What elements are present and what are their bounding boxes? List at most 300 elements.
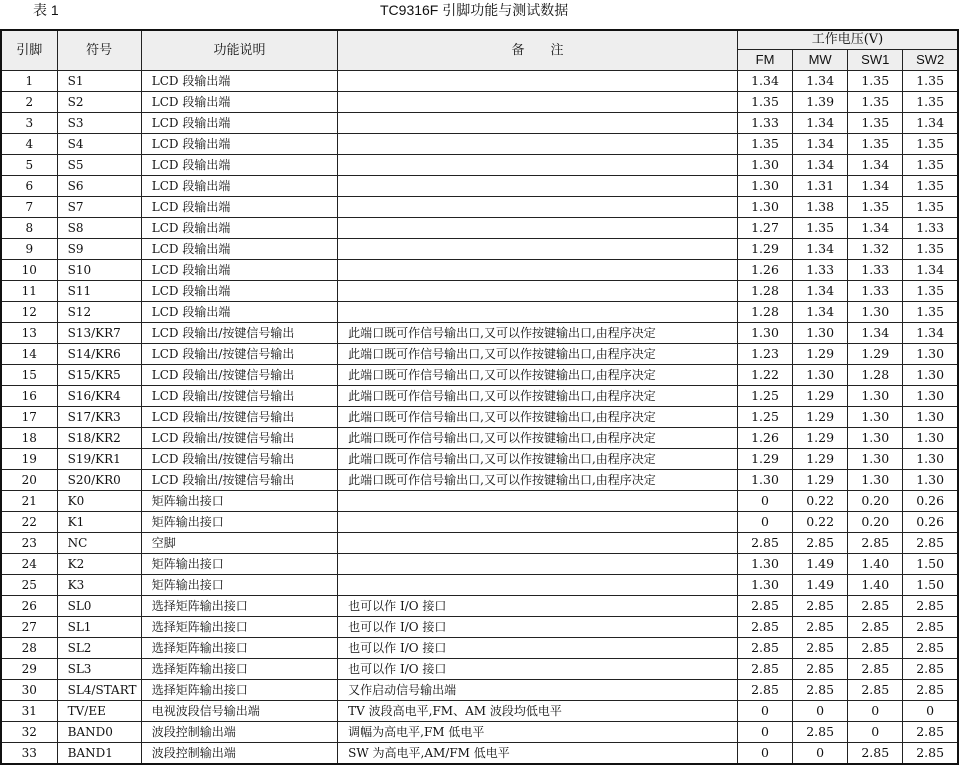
function-cell: LCD 段输出端 <box>141 155 337 176</box>
fm-voltage-cell: 1.25 <box>737 386 792 407</box>
sw2-voltage-cell: 0.26 <box>903 512 958 533</box>
pin-cell: 19 <box>1 449 57 470</box>
mw-voltage-cell: 1.29 <box>793 470 848 491</box>
sw2-voltage-cell: 1.30 <box>903 470 958 491</box>
sw1-voltage-cell: 1.30 <box>848 302 903 323</box>
fm-voltage-cell: 0 <box>737 512 792 533</box>
table-row <box>1 617 958 638</box>
sw1-voltage-cell: 2.85 <box>848 533 903 554</box>
sw2-voltage-cell: 2.85 <box>903 722 958 743</box>
sw2-voltage-cell: 1.35 <box>903 197 958 218</box>
fm-voltage-cell: 0 <box>737 701 792 722</box>
note-cell: 此端口既可作信号输出口,又可以作按键输出口,由程序决定 <box>338 323 738 344</box>
note-cell <box>338 281 738 302</box>
table-row <box>1 176 958 197</box>
header-sw2: SW2 <box>903 50 958 71</box>
note-cell <box>338 260 738 281</box>
mw-voltage-cell: 0.22 <box>793 491 848 512</box>
fm-voltage-cell: 2.85 <box>737 596 792 617</box>
mw-voltage-cell: 1.29 <box>793 428 848 449</box>
note-cell <box>338 113 738 134</box>
sw1-voltage-cell: 0.20 <box>848 512 903 533</box>
table-row <box>1 155 958 176</box>
pin-cell: 16 <box>1 386 57 407</box>
table-row <box>1 218 958 239</box>
fm-voltage-cell: 1.25 <box>737 407 792 428</box>
fm-voltage-cell: 1.30 <box>737 176 792 197</box>
function-cell: LCD 段输出/按键信号输出 <box>141 344 337 365</box>
note-cell: 也可以作 I/O 接口 <box>338 659 738 680</box>
pin-cell: 4 <box>1 134 57 155</box>
pin-cell: 29 <box>1 659 57 680</box>
note-cell <box>338 491 738 512</box>
pin-cell: 8 <box>1 218 57 239</box>
note-cell: 此端口既可作信号输出口,又可以作按键输出口,由程序决定 <box>338 470 738 491</box>
mw-voltage-cell: 0 <box>793 701 848 722</box>
sw1-voltage-cell: 2.85 <box>848 596 903 617</box>
note-cell <box>338 155 738 176</box>
function-cell: LCD 段输出端 <box>141 176 337 197</box>
fm-voltage-cell: 0 <box>737 491 792 512</box>
table-row <box>1 680 958 701</box>
table-row <box>1 407 958 428</box>
header-function: 功能说明 <box>141 30 337 71</box>
sw2-voltage-cell: 1.35 <box>903 281 958 302</box>
sw2-voltage-cell: 2.85 <box>903 596 958 617</box>
symbol-cell: K1 <box>57 512 141 533</box>
table-row <box>1 71 958 92</box>
sw2-voltage-cell: 0.26 <box>903 491 958 512</box>
symbol-cell: K2 <box>57 554 141 575</box>
note-cell <box>338 302 738 323</box>
function-cell: 波段控制输出端 <box>141 722 337 743</box>
sw2-voltage-cell: 1.50 <box>903 554 958 575</box>
symbol-cell: SL1 <box>57 617 141 638</box>
symbol-cell: S10 <box>57 260 141 281</box>
sw1-voltage-cell: 1.33 <box>848 281 903 302</box>
note-cell: 此端口既可作信号输出口,又可以作按键输出口,由程序决定 <box>338 365 738 386</box>
symbol-cell: K0 <box>57 491 141 512</box>
fm-voltage-cell: 2.85 <box>737 533 792 554</box>
sw1-voltage-cell: 1.32 <box>848 239 903 260</box>
mw-voltage-cell: 1.34 <box>793 71 848 92</box>
sw1-voltage-cell: 0.20 <box>848 491 903 512</box>
fm-voltage-cell: 1.26 <box>737 428 792 449</box>
sw1-voltage-cell: 1.33 <box>848 260 903 281</box>
sw2-voltage-cell: 1.30 <box>903 386 958 407</box>
pin-cell: 26 <box>1 596 57 617</box>
table-row <box>1 470 958 491</box>
pin-cell: 32 <box>1 722 57 743</box>
fm-voltage-cell: 2.85 <box>737 638 792 659</box>
note-cell: 此端口既可作信号输出口,又可以作按键输出口,由程序决定 <box>338 407 738 428</box>
note-cell: 也可以作 I/O 接口 <box>338 596 738 617</box>
sw1-voltage-cell: 1.30 <box>848 449 903 470</box>
table-row <box>1 449 958 470</box>
fm-voltage-cell: 1.23 <box>737 344 792 365</box>
function-cell: LCD 段输出/按键信号输出 <box>141 428 337 449</box>
note-cell <box>338 71 738 92</box>
sw2-voltage-cell: 1.33 <box>903 218 958 239</box>
function-cell: 空脚 <box>141 533 337 554</box>
pin-cell: 20 <box>1 470 57 491</box>
pin-cell: 2 <box>1 92 57 113</box>
sw2-voltage-cell: 1.35 <box>903 92 958 113</box>
pin-cell: 9 <box>1 239 57 260</box>
table-row <box>1 722 958 743</box>
note-cell <box>338 533 738 554</box>
symbol-cell: S11 <box>57 281 141 302</box>
table-row <box>1 512 958 533</box>
fm-voltage-cell: 1.30 <box>737 575 792 596</box>
function-cell: LCD 段输出/按键信号输出 <box>141 323 337 344</box>
header-mw: MW <box>793 50 848 71</box>
note-cell <box>338 134 738 155</box>
function-cell: 电视波段信号输出端 <box>141 701 337 722</box>
table-row <box>1 428 958 449</box>
mw-voltage-cell: 1.30 <box>793 365 848 386</box>
pin-cell: 28 <box>1 638 57 659</box>
function-cell: LCD 段输出端 <box>141 281 337 302</box>
sw1-voltage-cell: 1.40 <box>848 554 903 575</box>
pin-cell: 1 <box>1 71 57 92</box>
fm-voltage-cell: 1.34 <box>737 71 792 92</box>
table-title: TC9316F 引脚功能与测试数据 <box>380 2 569 18</box>
symbol-cell: S16/KR4 <box>57 386 141 407</box>
pin-cell: 11 <box>1 281 57 302</box>
mw-voltage-cell: 2.85 <box>793 638 848 659</box>
pin-cell: 22 <box>1 512 57 533</box>
symbol-cell: BAND0 <box>57 722 141 743</box>
sw1-voltage-cell: 1.29 <box>848 344 903 365</box>
pin-cell: 30 <box>1 680 57 701</box>
table-row <box>1 638 958 659</box>
sw1-voltage-cell: 1.35 <box>848 113 903 134</box>
fm-voltage-cell: 0 <box>737 722 792 743</box>
function-cell: LCD 段输出端 <box>141 71 337 92</box>
table-row <box>1 575 958 596</box>
fm-voltage-cell: 1.35 <box>737 134 792 155</box>
function-cell: LCD 段输出端 <box>141 218 337 239</box>
sw1-voltage-cell: 0 <box>848 722 903 743</box>
function-cell: LCD 段输出/按键信号输出 <box>141 449 337 470</box>
fm-voltage-cell: 2.85 <box>737 680 792 701</box>
note-cell <box>338 197 738 218</box>
symbol-cell: S4 <box>57 134 141 155</box>
mw-voltage-cell: 0 <box>793 743 848 765</box>
table-row <box>1 134 958 155</box>
header-voltage-group: 工作电压(V) <box>737 30 958 50</box>
sw2-voltage-cell: 0 <box>903 701 958 722</box>
sw2-voltage-cell: 1.35 <box>903 71 958 92</box>
sw2-voltage-cell: 1.30 <box>903 407 958 428</box>
sw1-voltage-cell: 2.85 <box>848 638 903 659</box>
table-row <box>1 197 958 218</box>
fm-voltage-cell: 1.30 <box>737 197 792 218</box>
symbol-cell: S20/KR0 <box>57 470 141 491</box>
sw1-voltage-cell: 1.28 <box>848 365 903 386</box>
symbol-cell: S3 <box>57 113 141 134</box>
note-cell: 此端口既可作信号输出口,又可以作按键输出口,由程序决定 <box>338 428 738 449</box>
sw1-voltage-cell: 1.35 <box>848 92 903 113</box>
note-cell: TV 波段高电平,FM、AM 波段均低电平 <box>338 701 738 722</box>
pin-cell: 23 <box>1 533 57 554</box>
symbol-cell: K3 <box>57 575 141 596</box>
fm-voltage-cell: 1.30 <box>737 554 792 575</box>
mw-voltage-cell: 1.49 <box>793 575 848 596</box>
function-cell: 选择矩阵输出接口 <box>141 617 337 638</box>
sw2-voltage-cell: 1.35 <box>903 155 958 176</box>
note-cell: 此端口既可作信号输出口,又可以作按键输出口,由程序决定 <box>338 386 738 407</box>
fm-voltage-cell: 1.28 <box>737 302 792 323</box>
pin-cell: 10 <box>1 260 57 281</box>
sw1-voltage-cell: 1.30 <box>848 428 903 449</box>
symbol-cell: S15/KR5 <box>57 365 141 386</box>
pin-cell: 3 <box>1 113 57 134</box>
mw-voltage-cell: 1.29 <box>793 386 848 407</box>
pin-cell: 24 <box>1 554 57 575</box>
mw-voltage-cell: 1.30 <box>793 323 848 344</box>
note-cell <box>338 512 738 533</box>
symbol-cell: TV/EE <box>57 701 141 722</box>
function-cell: 矩阵输出接口 <box>141 554 337 575</box>
fm-voltage-cell: 1.30 <box>737 470 792 491</box>
pin-cell: 6 <box>1 176 57 197</box>
fm-voltage-cell: 1.28 <box>737 281 792 302</box>
mw-voltage-cell: 1.34 <box>793 239 848 260</box>
table-row <box>1 239 958 260</box>
function-cell: 选择矩阵输出接口 <box>141 596 337 617</box>
mw-voltage-cell: 1.29 <box>793 407 848 428</box>
header-sw1: SW1 <box>848 50 903 71</box>
sw2-voltage-cell: 1.30 <box>903 428 958 449</box>
table-row <box>1 323 958 344</box>
sw2-voltage-cell: 2.85 <box>903 638 958 659</box>
pin-cell: 21 <box>1 491 57 512</box>
sw2-voltage-cell: 1.30 <box>903 449 958 470</box>
symbol-cell: NC <box>57 533 141 554</box>
table-body <box>1 71 958 765</box>
mw-voltage-cell: 2.85 <box>793 596 848 617</box>
mw-voltage-cell: 1.34 <box>793 155 848 176</box>
symbol-cell: SL3 <box>57 659 141 680</box>
table-row <box>1 302 958 323</box>
pin-cell: 18 <box>1 428 57 449</box>
function-cell: LCD 段输出/按键信号输出 <box>141 365 337 386</box>
sw2-voltage-cell: 2.85 <box>903 680 958 701</box>
sw2-voltage-cell: 2.85 <box>903 617 958 638</box>
table-row <box>1 659 958 680</box>
fm-voltage-cell: 1.29 <box>737 449 792 470</box>
sw2-voltage-cell: 1.30 <box>903 365 958 386</box>
fm-voltage-cell: 1.30 <box>737 155 792 176</box>
fm-voltage-cell: 2.85 <box>737 617 792 638</box>
pin-cell: 7 <box>1 197 57 218</box>
sw2-voltage-cell: 1.30 <box>903 344 958 365</box>
sw1-voltage-cell: 1.34 <box>848 176 903 197</box>
mw-voltage-cell: 1.38 <box>793 197 848 218</box>
mw-voltage-cell: 2.85 <box>793 617 848 638</box>
function-cell: 矩阵输出接口 <box>141 575 337 596</box>
note-cell: SW 为高电平,AM/FM 低电平 <box>338 743 738 765</box>
fm-voltage-cell: 1.33 <box>737 113 792 134</box>
table-row <box>1 281 958 302</box>
symbol-cell: S1 <box>57 71 141 92</box>
sw1-voltage-cell: 2.85 <box>848 743 903 765</box>
table-row <box>1 344 958 365</box>
function-cell: 矩阵输出接口 <box>141 491 337 512</box>
symbol-cell: SL2 <box>57 638 141 659</box>
mw-voltage-cell: 2.85 <box>793 722 848 743</box>
fm-voltage-cell: 1.35 <box>737 92 792 113</box>
note-cell: 又作启动信号输出端 <box>338 680 738 701</box>
sw2-voltage-cell: 2.85 <box>903 533 958 554</box>
note-cell: 此端口既可作信号输出口,又可以作按键输出口,由程序决定 <box>338 344 738 365</box>
function-cell: 选择矩阵输出接口 <box>141 638 337 659</box>
mw-voltage-cell: 1.29 <box>793 344 848 365</box>
sw1-voltage-cell: 1.35 <box>848 134 903 155</box>
mw-voltage-cell: 1.33 <box>793 260 848 281</box>
sw1-voltage-cell: 0 <box>848 701 903 722</box>
note-cell: 调幅为高电平,FM 低电平 <box>338 722 738 743</box>
symbol-cell: S2 <box>57 92 141 113</box>
mw-voltage-cell: 1.35 <box>793 218 848 239</box>
table-label: 表 1 <box>33 2 59 18</box>
mw-voltage-cell: 1.31 <box>793 176 848 197</box>
pin-cell: 27 <box>1 617 57 638</box>
table-row <box>1 92 958 113</box>
note-cell <box>338 176 738 197</box>
symbol-cell: S18/KR2 <box>57 428 141 449</box>
header-pin: 引脚 <box>1 30 57 71</box>
sw1-voltage-cell: 2.85 <box>848 659 903 680</box>
pin-cell: 14 <box>1 344 57 365</box>
table-row <box>1 365 958 386</box>
sw1-voltage-cell: 1.30 <box>848 407 903 428</box>
sw2-voltage-cell: 2.85 <box>903 743 958 765</box>
table-row <box>1 533 958 554</box>
function-cell: 矩阵输出接口 <box>141 512 337 533</box>
function-cell: LCD 段输出端 <box>141 92 337 113</box>
symbol-cell: SL4/START <box>57 680 141 701</box>
pin-cell: 33 <box>1 743 57 765</box>
sw2-voltage-cell: 1.34 <box>903 113 958 134</box>
note-cell <box>338 218 738 239</box>
symbol-cell: BAND1 <box>57 743 141 765</box>
header-fm: FM <box>737 50 792 71</box>
sw1-voltage-cell: 1.30 <box>848 386 903 407</box>
mw-voltage-cell: 1.34 <box>793 281 848 302</box>
function-cell: LCD 段输出端 <box>141 113 337 134</box>
symbol-cell: S13/KR7 <box>57 323 141 344</box>
function-cell: LCD 段输出端 <box>141 260 337 281</box>
fm-voltage-cell: 1.26 <box>737 260 792 281</box>
function-cell: LCD 段输出端 <box>141 134 337 155</box>
table-row <box>1 596 958 617</box>
sw2-voltage-cell: 1.34 <box>903 323 958 344</box>
symbol-cell: S12 <box>57 302 141 323</box>
mw-voltage-cell: 0.22 <box>793 512 848 533</box>
pin-cell: 17 <box>1 407 57 428</box>
sw2-voltage-cell: 1.35 <box>903 176 958 197</box>
mw-voltage-cell: 2.85 <box>793 659 848 680</box>
table-row <box>1 554 958 575</box>
function-cell: LCD 段输出端 <box>141 239 337 260</box>
sw2-voltage-cell: 2.85 <box>903 659 958 680</box>
note-cell <box>338 575 738 596</box>
fm-voltage-cell: 0 <box>737 743 792 765</box>
pin-cell: 15 <box>1 365 57 386</box>
sw1-voltage-cell: 1.34 <box>848 218 903 239</box>
mw-voltage-cell: 1.34 <box>793 134 848 155</box>
function-cell: 选择矩阵输出接口 <box>141 680 337 701</box>
pin-function-table <box>0 29 959 765</box>
sw1-voltage-cell: 1.34 <box>848 155 903 176</box>
sw1-voltage-cell: 1.35 <box>848 71 903 92</box>
function-cell: LCD 段输出端 <box>141 302 337 323</box>
table-row <box>1 260 958 281</box>
function-cell: LCD 段输出/按键信号输出 <box>141 407 337 428</box>
fm-voltage-cell: 2.85 <box>737 659 792 680</box>
table-row <box>1 386 958 407</box>
fm-voltage-cell: 1.22 <box>737 365 792 386</box>
mw-voltage-cell: 1.34 <box>793 113 848 134</box>
pin-cell: 25 <box>1 575 57 596</box>
table-row <box>1 743 958 765</box>
header-symbol: 符号 <box>57 30 141 71</box>
function-cell: 选择矩阵输出接口 <box>141 659 337 680</box>
sw2-voltage-cell: 1.50 <box>903 575 958 596</box>
note-cell: 也可以作 I/O 接口 <box>338 617 738 638</box>
pin-cell: 31 <box>1 701 57 722</box>
sw2-voltage-cell: 1.35 <box>903 134 958 155</box>
mw-voltage-cell: 2.85 <box>793 533 848 554</box>
sw2-voltage-cell: 1.34 <box>903 260 958 281</box>
sw1-voltage-cell: 2.85 <box>848 617 903 638</box>
sw1-voltage-cell: 1.40 <box>848 575 903 596</box>
fm-voltage-cell: 1.29 <box>737 239 792 260</box>
table-row <box>1 491 958 512</box>
sw2-voltage-cell: 1.35 <box>903 302 958 323</box>
fm-voltage-cell: 1.30 <box>737 323 792 344</box>
pin-cell: 13 <box>1 323 57 344</box>
sw1-voltage-cell: 2.85 <box>848 680 903 701</box>
sw1-voltage-cell: 1.34 <box>848 323 903 344</box>
sw1-voltage-cell: 1.30 <box>848 470 903 491</box>
note-cell <box>338 239 738 260</box>
table-row <box>1 113 958 134</box>
pin-cell: 5 <box>1 155 57 176</box>
symbol-cell: S19/KR1 <box>57 449 141 470</box>
sw2-voltage-cell: 1.35 <box>903 239 958 260</box>
mw-voltage-cell: 1.29 <box>793 449 848 470</box>
function-cell: LCD 段输出/按键信号输出 <box>141 470 337 491</box>
mw-voltage-cell: 1.34 <box>793 302 848 323</box>
note-cell: 此端口既可作信号输出口,又可以作按键输出口,由程序决定 <box>338 449 738 470</box>
function-cell: LCD 段输出/按键信号输出 <box>141 386 337 407</box>
table-row <box>1 701 958 722</box>
function-cell: LCD 段输出端 <box>141 197 337 218</box>
function-cell: 波段控制输出端 <box>141 743 337 765</box>
symbol-cell: S8 <box>57 218 141 239</box>
symbol-cell: S6 <box>57 176 141 197</box>
fm-voltage-cell: 1.27 <box>737 218 792 239</box>
mw-voltage-cell: 1.49 <box>793 554 848 575</box>
mw-voltage-cell: 1.39 <box>793 92 848 113</box>
symbol-cell: SL0 <box>57 596 141 617</box>
symbol-cell: S17/KR3 <box>57 407 141 428</box>
symbol-cell: S5 <box>57 155 141 176</box>
